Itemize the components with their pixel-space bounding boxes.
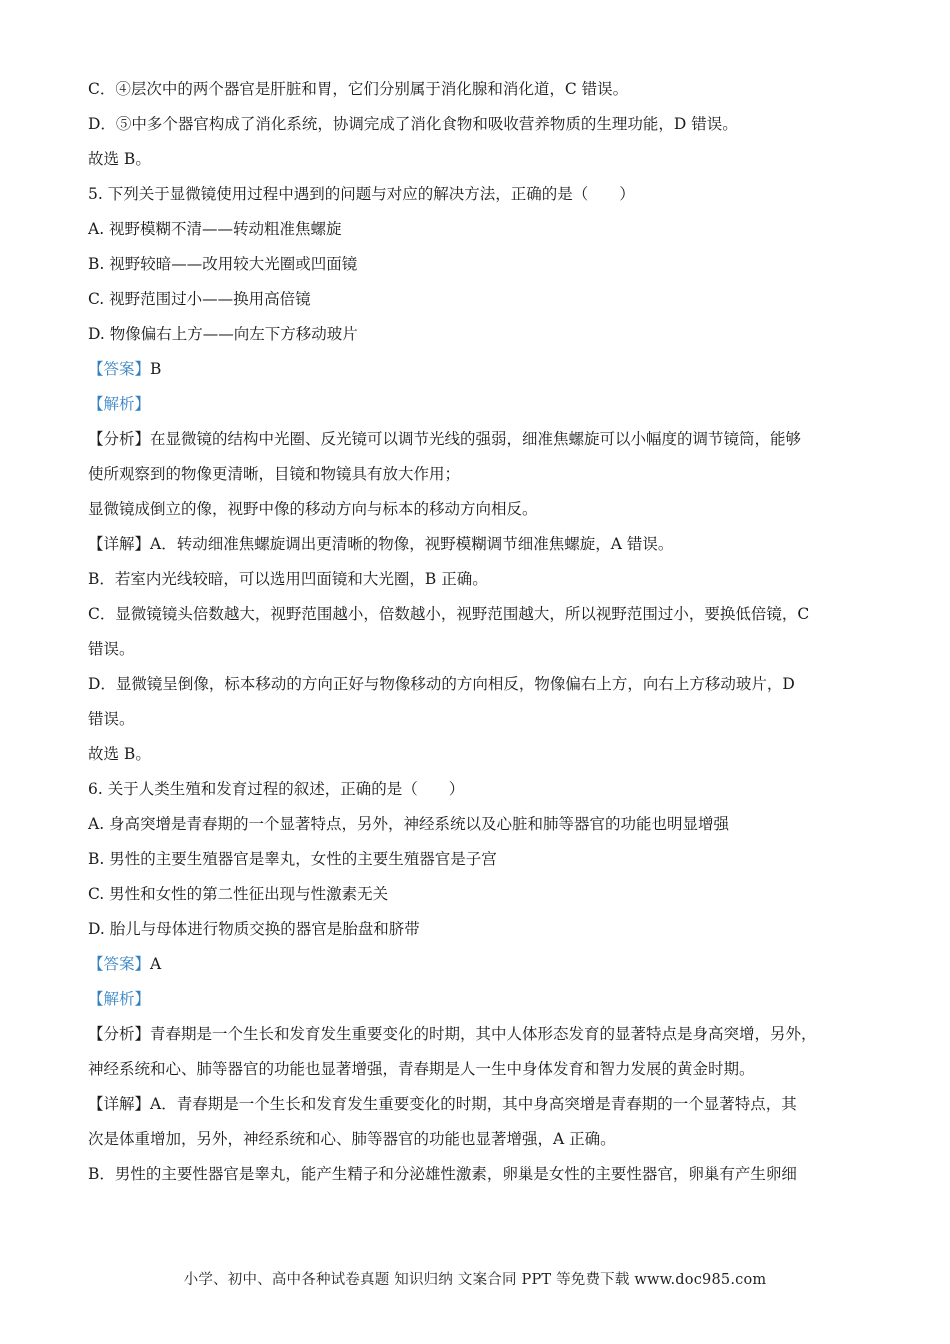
- option-b: B. 男性的主要生殖器官是睾丸，女性的主要生殖器官是子宫: [88, 850, 497, 868]
- answer-tag: 【答案】: [88, 955, 151, 973]
- text-line: 【分析】青春期是一个生长和发育发生重要变化的时期，其中人体形态发育的显著特点是身高突增，另外，: [88, 1025, 817, 1043]
- text-line: 【详解】A．转动细准焦螺旋调出更清晰的物像，视野模糊调节细准焦螺旋，A 错误。: [88, 535, 674, 553]
- analysis-heading: [88, 387, 868, 422]
- option-d: D. 胎儿与母体进行物质交换的器官是胎盘和脐带: [88, 920, 420, 938]
- text-line: 错误。: [88, 710, 135, 728]
- text-line: 神经系统和心、肺等器官的功能也显著增强，青春期是人一生中身体发育和智力发展的黄金时期。: [88, 1060, 755, 1078]
- text-line: 使所观察到的物像更清晰，目镜和物镜具有放大作用；: [88, 465, 461, 483]
- answer-value: B: [150, 360, 162, 378]
- text-line: 故选 B。: [88, 745, 151, 763]
- answer-line: [88, 352, 868, 387]
- text-line: B．男性的主要性器官是睾丸，能产生精子和分泌雄性激素，卵巢是女性的主要性器官，卵巢有产生卵细: [88, 1165, 797, 1183]
- text-line: 次是体重增加，另外，神经系统和心、肺等器官的功能也显著增强，A 正确。: [88, 1130, 616, 1148]
- analysis-heading: [88, 982, 868, 1017]
- answer-tag: 【答案】: [88, 360, 151, 378]
- analysis-tag: 【解析】: [88, 990, 151, 1008]
- question-5-stem: 5. 下列关于显微镜使用过程中遇到的问题与对应的解决方法，正确的是（ ）: [88, 185, 635, 203]
- question-6-stem: 6. 关于人类生殖和发育过程的叙述，正确的是（ ）: [88, 780, 465, 798]
- option-c: C. 男性和女性的第二性征出现与性激素无关: [88, 885, 389, 903]
- option-a: A. 身高突增是青春期的一个显著特点，另外，神经系统以及心脏和肺等器官的功能也明显增强: [88, 815, 730, 833]
- document-body: [88, 72, 868, 1192]
- analysis-tag: 【解析】: [88, 395, 151, 413]
- page-footer: 小学、初中、高中各种试卷真题 知识归纳 文案合同 PPT 等免费下载 www.doc985.com: [183, 1272, 767, 1288]
- text-line: C．④层次中的两个器官是肝脏和胃，它们分别属于消化腺和消化道，C 错误。: [88, 80, 629, 98]
- text-line: D．⑤中多个器官构成了消化系统，协调完成了消化食物和吸收营养物质的生理功能，D 错误。: [88, 115, 738, 133]
- text-line: 显微镜成倒立的像，视野中像的移动方向与标本的移动方向相反。: [88, 500, 538, 518]
- answer-line: [88, 947, 868, 982]
- text-line: B．若室内光线较暗，可以选用凹面镜和大光圈，B 正确。: [88, 570, 488, 588]
- text-line: C．显微镜镜头倍数越大，视野范围越小，倍数越小，视野范围越大，所以视野范围过小，要换低倍镜，C: [88, 605, 810, 623]
- option-c: C. 视野范围过小——换用高倍镜: [88, 290, 311, 308]
- text-line: 【详解】A．青春期是一个生长和发育发生重要变化的时期，其中身高突增是青春期的一个显著特点，其: [88, 1095, 797, 1113]
- text-line: 错误。: [88, 640, 135, 658]
- text-line: D．显微镜呈倒像，标本移动的方向正好与物像移动的方向相反，物像偏右上方，向右上方移动玻片，D: [88, 675, 795, 693]
- option-a: A. 视野模糊不清——转动粗准焦螺旋: [88, 220, 342, 238]
- option-b: B. 视野较暗——改用较大光圈或凹面镜: [88, 255, 358, 273]
- answer-value: A: [150, 955, 162, 973]
- option-d: D. 物像偏右上方——向左下方移动玻片: [88, 325, 358, 343]
- text-line: 故选 B。: [88, 150, 151, 168]
- text-line: 【分析】在显微镜的结构中光圈、反光镜可以调节光线的强弱，细准焦螺旋可以小幅度的调节镜筒，能够: [88, 430, 802, 448]
